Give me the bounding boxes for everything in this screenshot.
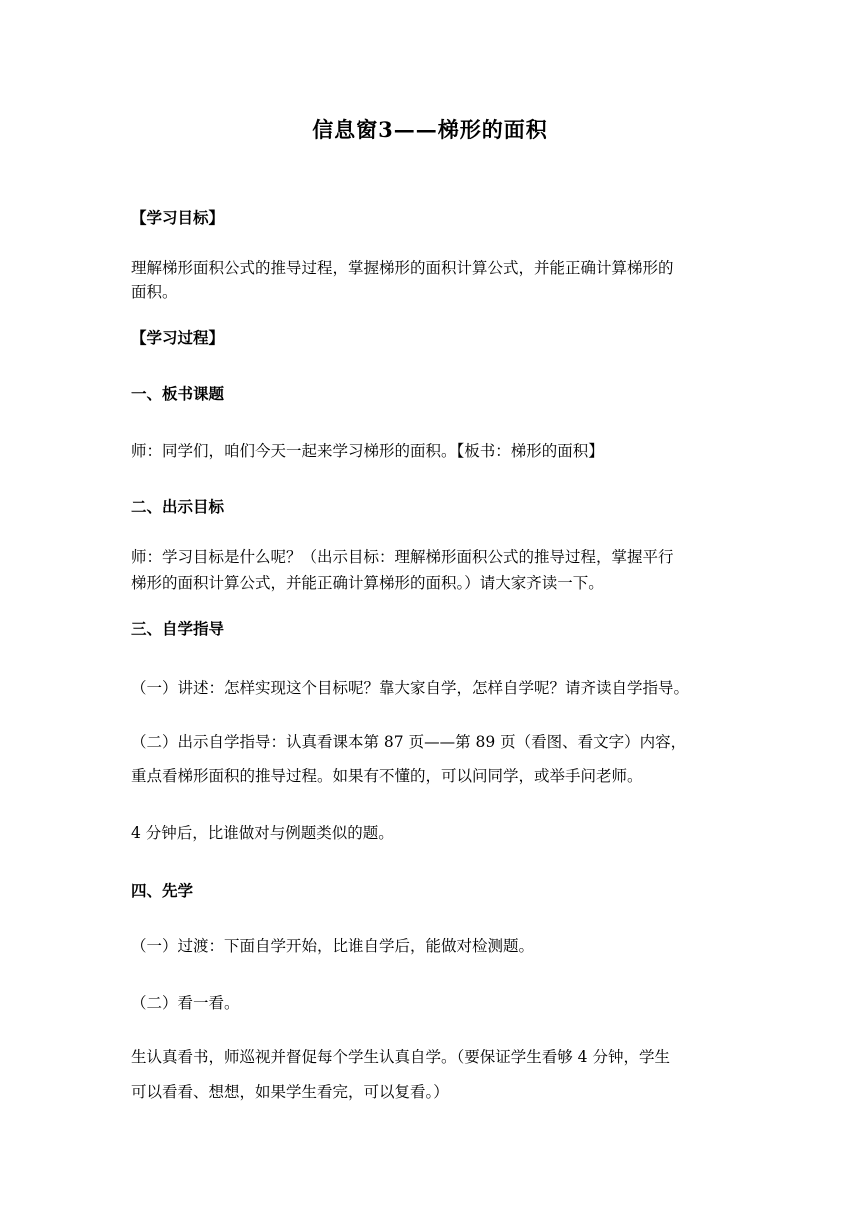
section2-text-line-1: 师：学习目标是什么呢？（出示目标：理解梯形面积公式的推导过程，掌握平行 [131,548,674,566]
section1-text: 师：同学们，咱们今天一起来学习梯形的面积。【板书：梯形的面积】 [131,442,604,460]
goal-heading: 【学习目标】 [131,209,225,227]
section2-heading: 二、出示目标 [131,498,225,516]
section3-text: 4 分钟后，比谁做对与例题类似的题。 [131,824,394,842]
goal-text-line-2: 面积。 [131,283,178,301]
section3-item-2-line-1: （二）出示自学指导：认真看课本第 87 页——第 89 页（看图、看文字）内容， [131,733,687,751]
section4-item-2: （二）看一看。 [131,994,240,1012]
section1-heading: 一、板书课题 [131,385,225,403]
goal-text-line-1: 理解梯形面积公式的推导过程，掌握梯形的面积计算公式，并能正确计算梯形的 [131,259,674,277]
section4-item-1: （一）过渡：下面自学开始，比谁自学后，能做对检测题。 [131,937,535,955]
section2-text-line-2: 梯形的面积计算公式，并能正确计算梯形的面积。）请大家齐读一下。 [131,574,604,592]
process-heading: 【学习过程】 [131,329,225,347]
section4-heading: 四、先学 [131,882,194,900]
section3-item-2-line-2: 重点看梯形面积的推导过程。如果有不懂的，可以问同学，或举手问老师。 [131,767,643,785]
section3-item-1: （一）讲述：怎样实现这个目标呢？靠大家自学，怎样自学呢？请齐读自学指导。 [131,679,690,697]
section4-text-line-2: 可以看看、想想，如果学生看完，可以复看。） [131,1083,449,1101]
section3-heading: 三、自学指导 [131,620,225,638]
section4-text-line-1: 生认真看书，师巡视并督促每个学生认真自学。（要保证学生看够 4 分钟，学生 [131,1048,670,1066]
document-title: 信息窗3——梯形的面积 [312,117,548,142]
